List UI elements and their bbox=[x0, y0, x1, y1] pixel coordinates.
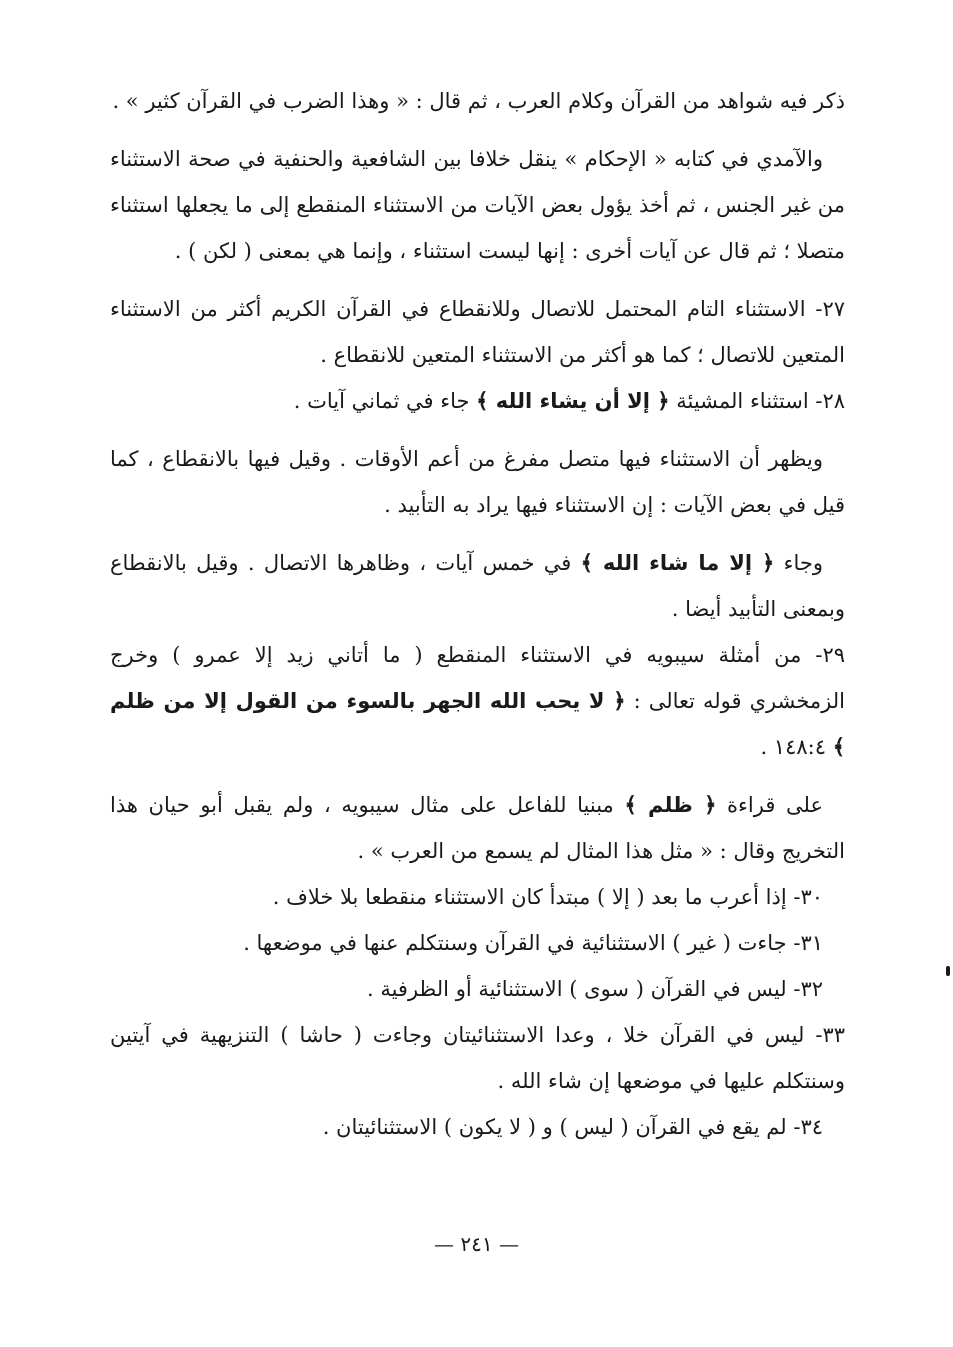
item-30 bbox=[110, 874, 845, 920]
item-27 bbox=[110, 286, 845, 378]
quran-verse: ﴿ لا يحب الله الجهر بالسوء من القول إلا من ظلم ﴾ bbox=[110, 689, 845, 759]
paragraph-text: ١٤٨:٤ . bbox=[760, 735, 833, 759]
item-34 bbox=[110, 1104, 845, 1150]
paragraph-text: ٢٨- استثناء المشيئة bbox=[669, 389, 845, 413]
paragraph-text: ٣٢- ليس في القرآن ( سوى ) الاستثنائية أو الظرفية . bbox=[366, 977, 823, 1001]
item-33 bbox=[110, 1012, 845, 1104]
margin-mark bbox=[946, 966, 950, 976]
text-body bbox=[110, 78, 845, 1150]
quran-verse: ﴿ إلا أن يشاء الله ﴾ bbox=[476, 389, 670, 413]
paragraph-text: على قراءة bbox=[716, 793, 823, 817]
item-32 bbox=[110, 966, 845, 1012]
quran-verse: ﴿ إلا ما شاء الله ﴾ bbox=[580, 551, 775, 575]
paragraph-1 bbox=[110, 78, 845, 124]
item-31 bbox=[110, 920, 845, 966]
paragraph-8 bbox=[110, 782, 845, 874]
paragraph-text: ٢٩- من أمثلة سيبويه في الاستثناء المنقطع ( ما أتاني زيد إلا عمرو ) وخرج الزمخشري قوله تعالى : bbox=[110, 643, 845, 713]
paragraph-text: ٣٣- ليس في القرآن خلا ، وعدا الاستثنائيتان وجاءت ( حاشا ) التنزيهية في آيتين وسنتكلم عليها في موضعها إن شاء الله . bbox=[110, 1023, 845, 1093]
paragraph-text: ٢٧- الاستثناء التام المحتمل للاتصال وللانقطاع في القرآن الكريم أكثر من الاستثناء المتعين للاتصال ؛ كما هو أكثر من الاستثناء المتعين للانقطاع . bbox=[110, 297, 845, 367]
paragraph-text: ذكر فيه شواهد من القرآن وكلام العرب ، ثم قال : « وهذا الضرب في القرآن كثير » . bbox=[112, 89, 845, 113]
paragraph-text: والآمدي في كتابه « الإحكام » ينقل خلافا بين الشافعية والحنفية في صحة الاستثناء من غير الجنس ، ثم أخذ يؤول بعض الآيات من الاستثناء المنقطع إلى ما يجعلها استثناء متصلا ؛ ثم قال عن آيات أخرى : إنها ليست استثناء ، وإنما هي بمعنى ( لكن ) . bbox=[110, 147, 845, 263]
paragraph-text: ٣١- جاءت ( غير ) الاستثنائية في القرآن وسنتكلم عنها في موضعها . bbox=[243, 931, 823, 955]
paragraph-text: جاء في ثماني آيات . bbox=[293, 389, 477, 413]
paragraph-6 bbox=[110, 540, 845, 632]
paragraph-text: في خمس آيات ، وظاهرها الاتصال . وقيل بالانقطاع وبمعنى التأبيد أيضا . bbox=[110, 551, 845, 621]
item-29 bbox=[110, 632, 845, 770]
paragraph-2 bbox=[110, 136, 845, 274]
paragraph-text: مبنيا للفاعل على مثال سيبويه ، ولم يقبل أبو حيان هذا التخريج وقال : « مثل هذا المثال لم يسمع من العرب » . bbox=[110, 793, 845, 863]
paragraph-text: وجاء bbox=[774, 551, 823, 575]
quran-verse: ﴿ ظلم ﴾ bbox=[624, 793, 717, 817]
page-number: — ٢٤١ — bbox=[434, 1232, 519, 1256]
paragraph-text: ويظهر أن الاستثناء فيها متصل مفرغ من أعم الأوقات . وقيل فيها بالانقطاع ، كما قيل في بعض الآيات : إن الاستثناء فيها يراد به التأبيد . bbox=[110, 447, 845, 517]
paragraph-text: ٣٤- لم يقع في القرآن ( ليس ) و ( لا يكون ) الاستثنائيتان . bbox=[322, 1115, 823, 1139]
paragraph-text: ٣٠- إذا أعرب ما بعد ( إلا ) مبتدأ كان الاستثناء منقطعا بلا خلاف . bbox=[272, 885, 823, 909]
item-28 bbox=[110, 378, 845, 424]
paragraph-5 bbox=[110, 436, 845, 528]
